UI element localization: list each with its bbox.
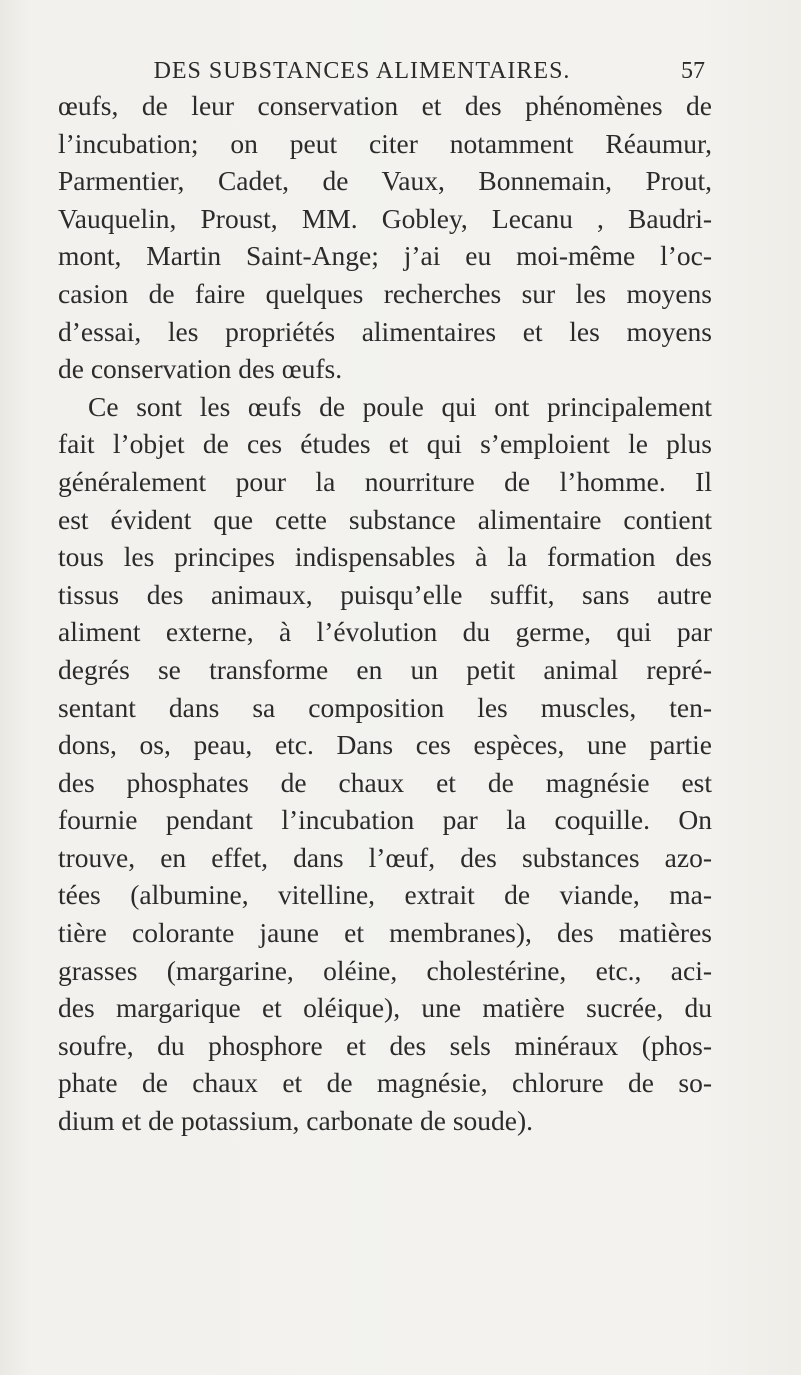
text-line: Parmentier, Cadet, de Vaux, Bonnemain, Prout, <box>58 165 712 197</box>
text-line: œufs, de leur conservation et des phénomènes de <box>58 90 712 121</box>
text-line: fait l’objet de ces études et qui s’emploient le plus <box>58 428 712 460</box>
text-line: trouve, en effet, dans l’œuf, des substances azo- <box>58 841 712 873</box>
paragraph-end-line: de conservation des œufs. <box>58 353 343 385</box>
text-line: casion de faire quelques recherches sur les moyens <box>58 277 712 309</box>
paragraph-start-line: Ce sont les œufs de poule qui ont principalement <box>88 390 712 422</box>
text-line: dons, os, peau, etc. Dans ces espèces, une partie <box>58 729 712 761</box>
text-line: d’essai, les propriétés alimentaires et les moyens <box>58 315 712 347</box>
page-header <box>0 58 801 88</box>
text-line: généralement pour la nourriture de l’homme. Il <box>58 465 712 497</box>
running-title: DES SUBSTANCES ALIMENTAIRES. <box>153 58 571 84</box>
text-line: aliment externe, à l’évolution du germe, qui par <box>58 616 712 648</box>
text-line: soufre, du phosphore et des sels minéraux (phos- <box>58 1029 712 1061</box>
text-line: tous les principes indispensables à la formation des <box>58 541 712 573</box>
paragraph-end-line: dium et de potassium, carbonate de soude). <box>58 1105 534 1137</box>
body-text <box>58 87 712 1140</box>
text-line: sentant dans sa composition les muscles, ten- <box>58 691 712 723</box>
text-line: phate de chaux et de magnésie, chlorure de so- <box>58 1067 712 1099</box>
text-line: est évident que cette substance alimentaire contient <box>58 503 712 535</box>
text-line: tière colorante jaune et membranes), des matières <box>58 917 712 949</box>
text-line: mont, Martin Saint-Ange; j’ai eu moi-même l’oc- <box>58 240 712 272</box>
text-line: tées (albumine, vitelline, extrait de viande, ma- <box>58 879 712 911</box>
text-line: des margarique et oléique), une matière sucrée, du <box>58 992 712 1024</box>
text-line: tissus des animaux, puisqu’elle suffit, sans autre <box>58 578 712 610</box>
text-line: fournie pendant l’incubation par la coquille. On <box>58 804 712 836</box>
text-line: Vauquelin, Proust, MM. Gobley, Lecanu , Baudri- <box>58 202 712 234</box>
text-line: grasses (margarine, oléine, cholestérine, etc., aci- <box>58 954 712 986</box>
text-line: des phosphates de chaux et de magnésie est <box>58 766 712 798</box>
text-line: l’incubation; on peut citer notamment Réaumur, <box>58 127 712 159</box>
page-number: 57 <box>681 58 705 84</box>
text-line: degrés se transforme en un petit animal repré- <box>58 653 712 685</box>
